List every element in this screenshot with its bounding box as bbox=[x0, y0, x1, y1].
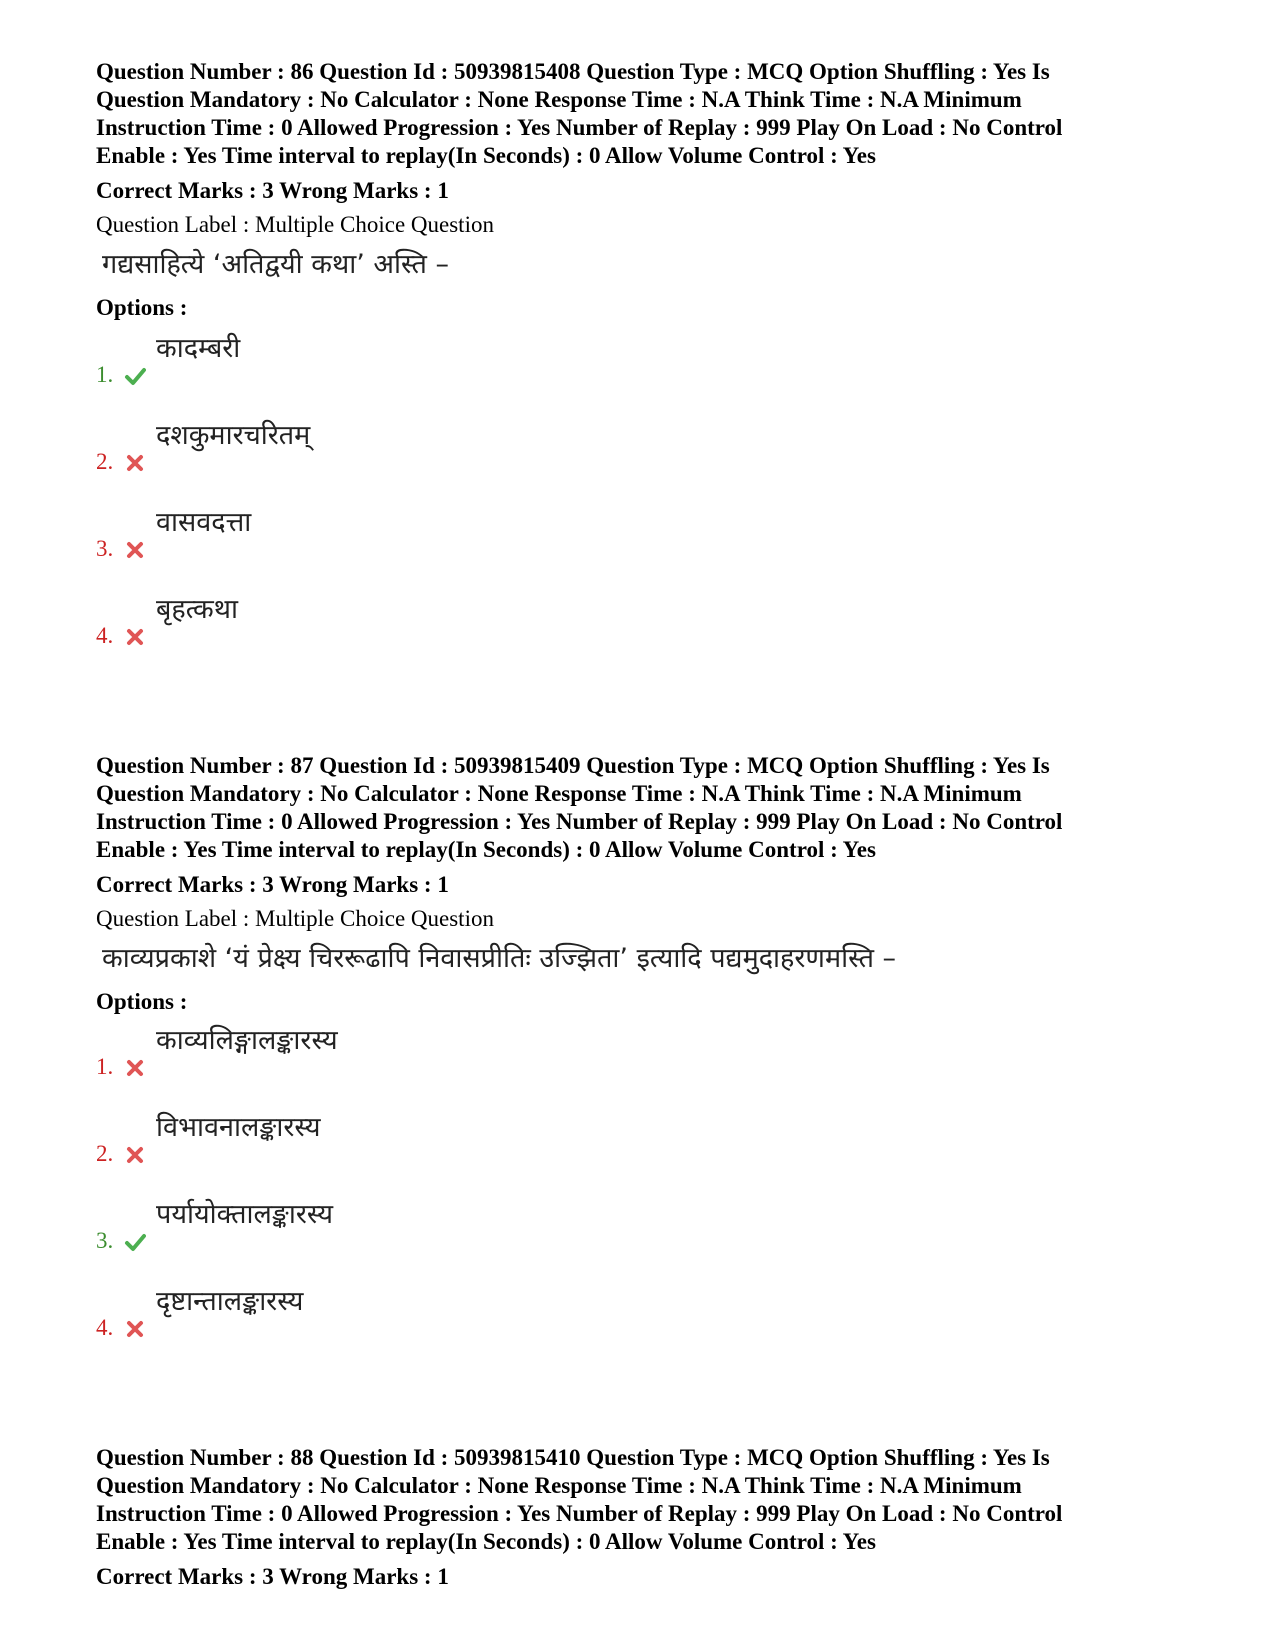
question-paper-page bbox=[96, 58, 1176, 1591]
question-label: Question Label : Multiple Choice Question bbox=[96, 906, 494, 931]
option-2 bbox=[96, 411, 1176, 498]
cross-icon bbox=[124, 1057, 146, 1079]
options-heading: Options : bbox=[96, 989, 188, 1014]
question-86 bbox=[96, 58, 1176, 672]
option-text: दशकुमारचरितम् bbox=[156, 420, 311, 451]
options-heading: Options : bbox=[96, 295, 188, 320]
check-icon bbox=[124, 365, 146, 387]
option-number: 1. bbox=[96, 1054, 114, 1079]
question-text: गद्यसाहित्ये ‘अतिद्वयी कथा’ अस्ति – bbox=[102, 249, 449, 280]
option-text: कादम्बरी bbox=[156, 333, 241, 364]
options-list bbox=[96, 1016, 1176, 1364]
question-label: Question Label : Multiple Choice Question bbox=[96, 212, 494, 237]
question-88 bbox=[96, 1444, 1176, 1591]
option-1 bbox=[96, 324, 1176, 411]
question-marks: Correct Marks : 3 Wrong Marks : 1 bbox=[96, 178, 449, 203]
option-number: 3. bbox=[96, 1228, 114, 1253]
option-3 bbox=[96, 498, 1176, 585]
option-number: 4. bbox=[96, 1315, 114, 1340]
check-icon bbox=[124, 1231, 146, 1253]
question-marks: Correct Marks : 3 Wrong Marks : 1 bbox=[96, 1564, 449, 1589]
question-meta: Question Number : 88 Question Id : 50939815410 Question Type : MCQ Option Shuffling : Yes Is Question Mandatory : No Calculator : None Response Time : N.A Think Time : N.A Minimum Instruction Time : 0 Allowed Progression : Yes Number of Replay : 999 Play On Load : No Control Enable : Yes Time interval to replay(In Seconds) : 0 Allow Volume Control : Yes bbox=[96, 1445, 1063, 1554]
option-text: काव्यलिङ्गालङ्कारस्य bbox=[156, 1025, 338, 1056]
cross-icon bbox=[124, 626, 146, 648]
option-3 bbox=[96, 1190, 1176, 1277]
cross-icon bbox=[124, 452, 146, 474]
option-number: 2. bbox=[96, 1141, 114, 1166]
cross-icon bbox=[124, 539, 146, 561]
option-text: दृष्टान्तालङ्कारस्य bbox=[156, 1286, 304, 1317]
option-text: विभावनालङ्कारस्य bbox=[156, 1112, 321, 1143]
question-meta: Question Number : 86 Question Id : 50939815408 Question Type : MCQ Option Shuffling : Yes Is Question Mandatory : No Calculator : None Response Time : N.A Think Time : N.A Minimum Instruction Time : 0 Allowed Progression : Yes Number of Replay : 999 Play On Load : No Control Enable : Yes Time interval to replay(In Seconds) : 0 Allow Volume Control : Yes bbox=[96, 59, 1063, 168]
option-number: 3. bbox=[96, 536, 114, 561]
question-text: काव्यप्रकाशे ‘यं प्रेक्ष्य चिररूढापि निवासप्रीतिः उज्झिता’ इत्यादि पद्यमुदाहरणमस्ति – bbox=[102, 943, 897, 974]
spacer bbox=[96, 672, 1176, 752]
spacer bbox=[96, 1364, 1176, 1444]
cross-icon bbox=[124, 1144, 146, 1166]
option-number: 1. bbox=[96, 362, 114, 387]
question-marks: Correct Marks : 3 Wrong Marks : 1 bbox=[96, 872, 449, 897]
cross-icon bbox=[124, 1318, 146, 1340]
option-2 bbox=[96, 1103, 1176, 1190]
option-number: 4. bbox=[96, 623, 114, 648]
options-list bbox=[96, 324, 1176, 672]
option-4 bbox=[96, 1277, 1176, 1364]
option-number: 2. bbox=[96, 449, 114, 474]
option-text: वासवदत्ता bbox=[156, 507, 252, 538]
question-87 bbox=[96, 752, 1176, 1364]
option-1 bbox=[96, 1016, 1176, 1103]
option-4 bbox=[96, 585, 1176, 672]
question-meta: Question Number : 87 Question Id : 50939815409 Question Type : MCQ Option Shuffling : Yes Is Question Mandatory : No Calculator : None Response Time : N.A Think Time : N.A Minimum Instruction Time : 0 Allowed Progression : Yes Number of Replay : 999 Play On Load : No Control Enable : Yes Time interval to replay(In Seconds) : 0 Allow Volume Control : Yes bbox=[96, 753, 1063, 862]
option-text: पर्यायोक्तालङ्कारस्य bbox=[156, 1199, 334, 1230]
option-text: बृहत्कथा bbox=[156, 594, 239, 625]
